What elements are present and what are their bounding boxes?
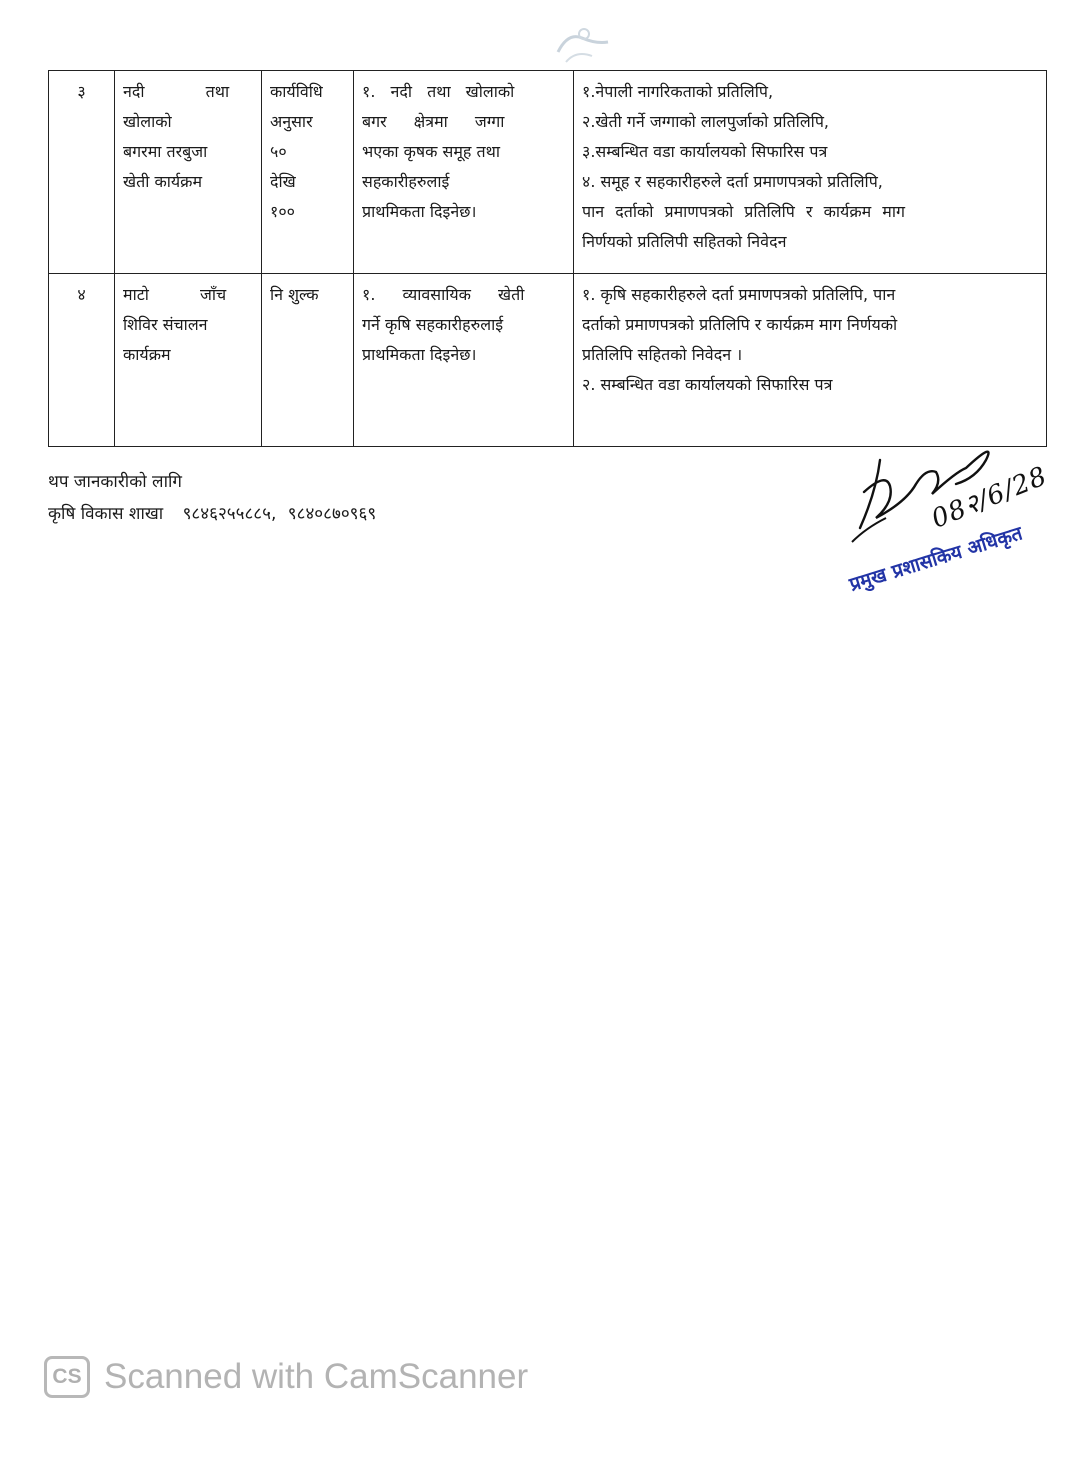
program-name-line: खेती कार्यक्रम	[123, 172, 203, 191]
priority-cell	[354, 274, 574, 447]
camscanner-logo-icon: CS	[44, 1356, 90, 1398]
priority-line: भएका कृषक समूह तथा	[362, 142, 500, 161]
contact-line	[48, 498, 376, 530]
document-line: ४. समूह र सहकारीहरुले दर्ता प्रमाणपत्रको प्रतिलिपि,	[582, 172, 883, 191]
phone-numbers: ९८४६२५५८८५, ९८४०८७०९६९	[182, 504, 377, 524]
signature-date: 08२/6/28	[927, 461, 1052, 535]
serial-number: ४	[77, 285, 86, 304]
priority-line: प्राथमिकता दिइनेछ।	[362, 345, 477, 364]
document-line: २.खेती गर्ने जग्गाको लालपुर्जाको प्रतिलिपि,	[582, 112, 829, 131]
priority-line: बगर क्षेत्रमा जग्गा	[362, 112, 505, 131]
contact-footer	[48, 466, 376, 530]
table-row	[49, 274, 1047, 447]
amount-cell	[262, 274, 354, 447]
program-name-cell	[115, 274, 262, 447]
priority-line: १. नदी तथा खोलाको	[362, 82, 515, 101]
document-line: ३.सम्बन्धित वडा कार्यालयको सिफारिस पत्र	[582, 142, 828, 161]
serial-number-cell	[49, 274, 115, 447]
program-name-line: बगरमा तरबुजा	[123, 142, 208, 161]
priority-line: सहकारीहरुलाई	[362, 172, 450, 191]
documents-cell	[574, 71, 1047, 274]
document-line: २. सम्बन्धित वडा कार्यालयको सिफारिस पत्र	[582, 375, 833, 394]
serial-number-cell	[49, 71, 115, 274]
priority-line: गर्ने कृषि सहकारीहरुलाई	[362, 315, 504, 334]
stamp-mark	[548, 22, 618, 70]
program-name-line: नदी तथा	[123, 82, 230, 101]
priority-line: १. व्यावसायिक खेती	[362, 285, 525, 304]
amount-line: कार्यविधि	[270, 82, 323, 101]
camscanner-text: Scanned with CamScanner	[104, 1357, 529, 1396]
program-name-cell	[115, 71, 262, 274]
document-line: प्रतिलिपि सहितको निवेदन ।	[582, 345, 743, 364]
document-line: निर्णयको प्रतिलिपी सहितको निवेदन	[582, 232, 787, 251]
program-table	[48, 70, 1047, 447]
info-label: थप जानकारीको लागि	[48, 472, 182, 492]
amount-line: अनुसार	[270, 112, 313, 131]
priority-line: प्राथमिकता दिइनेछ।	[362, 202, 477, 221]
document-line: पान दर्ताको प्रमाणपत्रको प्रतिलिपि र कार्यक्रम माग	[582, 202, 905, 221]
program-name-line: माटो जाँच	[123, 285, 227, 304]
document-line: १.नेपाली नागरिकताको प्रतिलिपि,	[582, 82, 774, 101]
program-name-line: कार्यक्रम	[123, 345, 171, 364]
priority-cell	[354, 71, 574, 274]
amount-line: देखि	[270, 172, 296, 191]
serial-number: ३	[77, 82, 86, 101]
amount-line: १००	[270, 202, 295, 221]
document-line: दर्ताको प्रमाणपत्रको प्रतिलिपि र कार्यक्रम माग निर्णयको	[582, 315, 898, 334]
camscanner-watermark	[44, 1356, 528, 1398]
amount-line: ५०	[270, 142, 287, 161]
program-name-line: खोलाको	[123, 112, 172, 131]
officer-title-stamp: प्रमुख प्रशासकिय अधिकृत	[846, 522, 1025, 596]
amount-line: नि शुल्क	[270, 285, 319, 304]
branch-name: कृषि विकास शाखा	[48, 504, 164, 524]
amount-cell	[262, 71, 354, 274]
documents-cell	[574, 274, 1047, 447]
document-line: १. कृषि सहकारीहरुले दर्ता प्रमाणपत्रको प्रतिलिपि, पान	[582, 285, 896, 304]
program-name-line: शिविर संचालन	[123, 315, 208, 334]
table-row	[49, 71, 1047, 274]
